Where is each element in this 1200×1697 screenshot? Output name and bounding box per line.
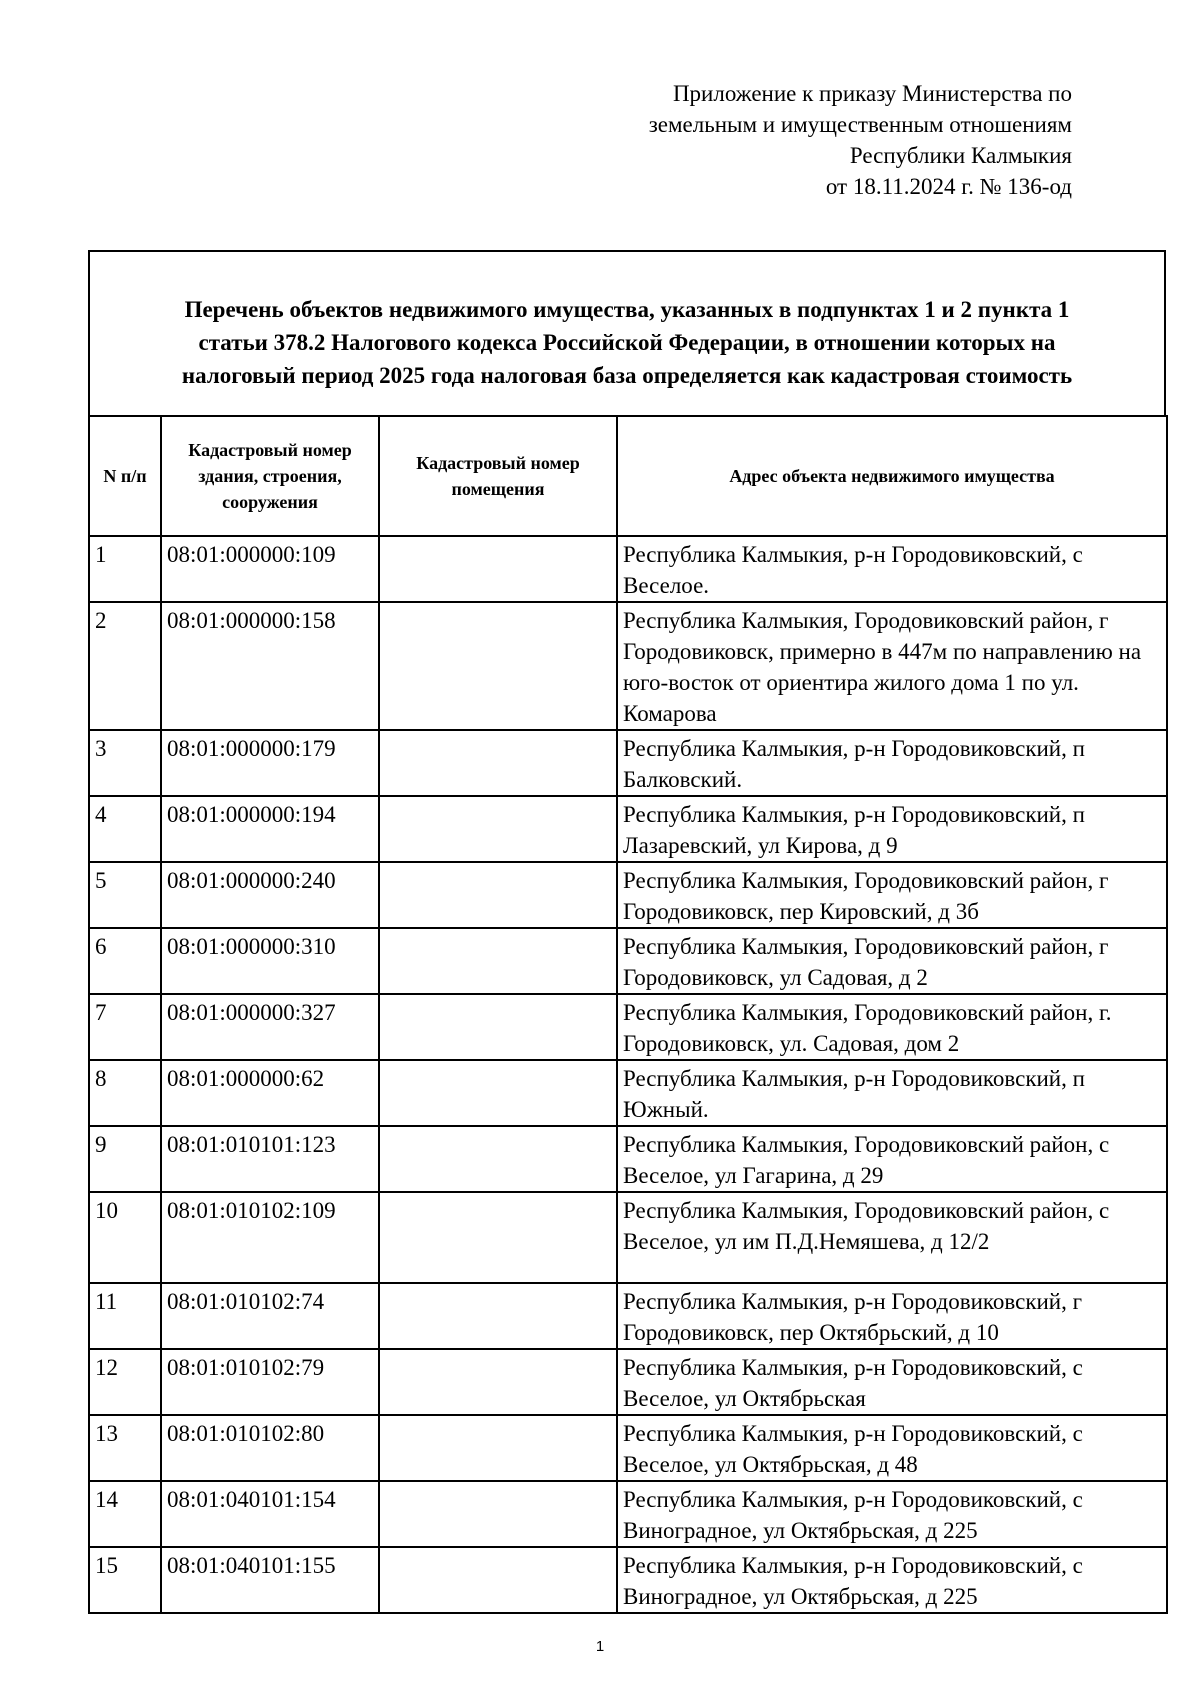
cell-num: 3	[89, 730, 161, 796]
cell-address: Республика Калмыкия, р-н Городовиковский, п Лазаревский, ул Кирова, д 9	[617, 796, 1167, 862]
cell-premises-cadastral	[379, 1547, 617, 1613]
cell-premises-cadastral	[379, 796, 617, 862]
cell-building-cadastral: 08:01:000000:310	[161, 928, 379, 994]
cell-address: Республика Калмыкия, р-н Городовиковский, с Виноградное, ул Октябрьская, д 225	[617, 1481, 1167, 1547]
cell-num: 5	[89, 862, 161, 928]
title-line: налоговый период 2025 года налоговая база определяется как кадастровая стоимость	[181, 362, 1073, 388]
cell-premises-cadastral	[379, 1349, 617, 1415]
cell-num: 10	[89, 1192, 161, 1283]
cell-num: 7	[89, 994, 161, 1060]
cell-address: Республика Калмыкия, р-н Городовиковский, п Балковский.	[617, 730, 1167, 796]
cell-building-cadastral: 08:01:010101:123	[161, 1126, 379, 1192]
appendix-header	[472, 78, 1072, 202]
title-line: Перечень объектов недвижимого имущества, указанных в подпунктах 1 и 2 пункта 1	[184, 296, 1070, 322]
table-row	[89, 1415, 1167, 1481]
cell-building-cadastral: 08:01:010102:74	[161, 1283, 379, 1349]
property-table	[88, 415, 1168, 1614]
cell-building-cadastral: 08:01:000000:327	[161, 994, 379, 1060]
cell-premises-cadastral	[379, 602, 617, 730]
cell-address: Республика Калмыкия, Городовиковский район, г Городовиковск, пер Кировский, д 3б	[617, 862, 1167, 928]
table-row	[89, 1547, 1167, 1613]
cell-building-cadastral: 08:01:010102:109	[161, 1192, 379, 1283]
header-premises-cadastral: Кадастровый номер помещения	[379, 416, 617, 536]
table-row	[89, 1126, 1167, 1192]
cell-premises-cadastral	[379, 1060, 617, 1126]
cell-num: 4	[89, 796, 161, 862]
cell-building-cadastral: 08:01:000000:62	[161, 1060, 379, 1126]
table-row	[89, 602, 1167, 730]
cell-num: 9	[89, 1126, 161, 1192]
table-row	[89, 862, 1167, 928]
cell-premises-cadastral	[379, 994, 617, 1060]
cell-num: 15	[89, 1547, 161, 1613]
cell-premises-cadastral	[379, 1481, 617, 1547]
table-header-row	[89, 416, 1167, 536]
cell-address: Республика Калмыкия, Городовиковский район, г. Городовиковск, ул. Садовая, дом 2	[617, 994, 1167, 1060]
cell-premises-cadastral	[379, 1126, 617, 1192]
table-row	[89, 994, 1167, 1060]
appendix-date-line: от 18.11.2024 г. № 136-од	[825, 174, 1072, 199]
table-body	[89, 536, 1167, 1613]
cell-building-cadastral: 08:01:000000:109	[161, 536, 379, 602]
table-row	[89, 1060, 1167, 1126]
cell-address: Республика Калмыкия, р-н Городовиковский, с Веселое, ул Октябрьская	[617, 1349, 1167, 1415]
cell-premises-cadastral	[379, 536, 617, 602]
cell-premises-cadastral	[379, 1283, 617, 1349]
cell-premises-cadastral	[379, 730, 617, 796]
appendix-line: Приложение к приказу Министерства по	[672, 81, 1072, 106]
cell-premises-cadastral	[379, 1192, 617, 1283]
cell-premises-cadastral	[379, 862, 617, 928]
header-building-cadastral: Кадастровый номер здания, строения, сооружения	[161, 416, 379, 536]
cell-building-cadastral: 08:01:000000:240	[161, 862, 379, 928]
cell-num: 2	[89, 602, 161, 730]
header-address: Адрес объекта недвижимого имущества	[617, 416, 1167, 536]
cell-num: 11	[89, 1283, 161, 1349]
table-row	[89, 1192, 1167, 1283]
cell-building-cadastral: 08:01:010102:80	[161, 1415, 379, 1481]
appendix-line: земельным и имущественным отношениям	[648, 112, 1072, 137]
cell-building-cadastral: 08:01:000000:179	[161, 730, 379, 796]
table-row	[89, 730, 1167, 796]
table-row	[89, 536, 1167, 602]
cell-building-cadastral: 08:01:000000:158	[161, 602, 379, 730]
cell-num: 8	[89, 1060, 161, 1126]
cell-building-cadastral: 08:01:040101:155	[161, 1547, 379, 1613]
cell-address: Республика Калмыкия, Городовиковский район, г Городовиковск, ул Садовая, д 2	[617, 928, 1167, 994]
cell-address: Республика Калмыкия, Городовиковский район, с Веселое, ул Гагарина, д 29	[617, 1126, 1167, 1192]
cell-address: Республика Калмыкия, Городовиковский район, г Городовиковск, примерно в 447м по направлению на юго-восток от ориентира жилого дома 1 по ул. Комарова	[617, 602, 1167, 730]
table-row	[89, 1349, 1167, 1415]
appendix-line: Республики Калмыкия	[849, 143, 1072, 168]
cell-num: 12	[89, 1349, 161, 1415]
cell-address: Республика Калмыкия, р-н Городовиковский, п Южный.	[617, 1060, 1167, 1126]
cell-address: Республика Калмыкия, р-н Городовиковский, с Виноградное, ул Октябрьская, д 225	[617, 1547, 1167, 1613]
cell-address: Республика Калмыкия, р-н Городовиковский, с Веселое.	[617, 536, 1167, 602]
cell-address: Республика Калмыкия, р-н Городовиковский, г Городовиковск, пер Октябрьский, д 10	[617, 1283, 1167, 1349]
page-number: 1	[595, 1638, 605, 1655]
cell-premises-cadastral	[379, 1415, 617, 1481]
cell-premises-cadastral	[379, 928, 617, 994]
header-num: N п/п	[89, 416, 161, 536]
cell-address: Республика Калмыкия, Городовиковский район, с Веселое, ул им П.Д.Немяшева, д 12/2	[617, 1192, 1167, 1283]
cell-address: Республика Калмыкия, р-н Городовиковский, с Веселое, ул Октябрьская, д 48	[617, 1415, 1167, 1481]
document-title-box	[88, 250, 1166, 416]
title-line: статьи 378.2 Налогового кодекса Российской Федерации, в отношении которых на	[198, 329, 1056, 355]
cell-num: 13	[89, 1415, 161, 1481]
cell-num: 6	[89, 928, 161, 994]
cell-num: 14	[89, 1481, 161, 1547]
table-row	[89, 928, 1167, 994]
cell-building-cadastral: 08:01:000000:194	[161, 796, 379, 862]
table-row	[89, 796, 1167, 862]
cell-num: 1	[89, 536, 161, 602]
cell-building-cadastral: 08:01:010102:79	[161, 1349, 379, 1415]
document-title	[182, 293, 1072, 392]
table-row	[89, 1481, 1167, 1547]
table-row	[89, 1283, 1167, 1349]
cell-building-cadastral: 08:01:040101:154	[161, 1481, 379, 1547]
